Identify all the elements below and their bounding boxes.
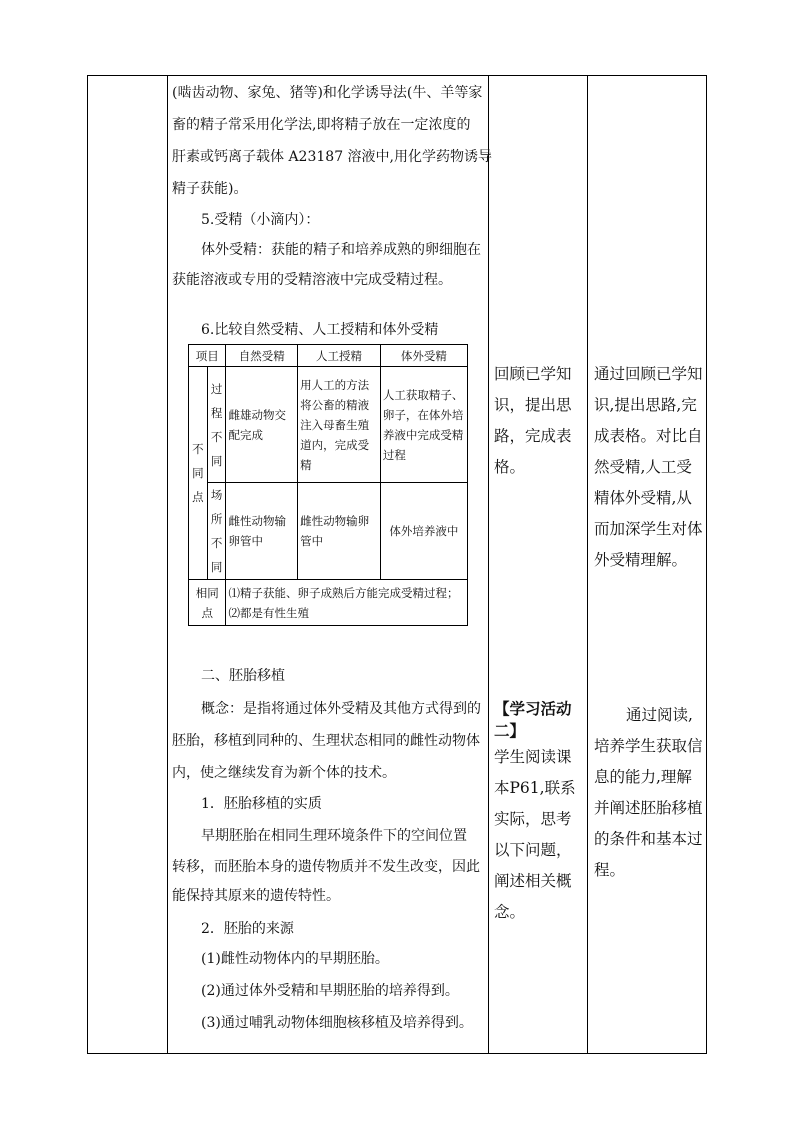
table-col-border-4 [587, 75, 588, 1054]
source-1: (1)雌性动物体内的早期胚胎。 [201, 951, 389, 967]
concept-line1: 概念：是指将通过体外受精及其他方式得到的 [201, 701, 481, 717]
step5-title: 5.受精（小滴内）： [201, 212, 320, 228]
diff-label: 不同点 [189, 367, 208, 580]
source-2: (2)通过体外受精和早期胚胎的培养得到。 [201, 983, 459, 999]
step5-body-line2: 获能溶液或专用的受精溶液中完成受精过程。 [172, 272, 452, 288]
para1-line1: (啮齿动物、家兔、猪等)和化学诱导法(牛、羊等家 [172, 85, 483, 101]
intent-reading-text: 通过阅读,培养学生获取信息的能力,理解并阐述胚胎移植的条件和基本过程。 [594, 706, 703, 879]
process-ivf: 人工获取精子、卵子，在体外培养液中完成受精过程 [380, 367, 467, 483]
sub2-title: 2．胚胎的来源 [201, 921, 294, 937]
table-col-border-2 [167, 75, 168, 1054]
para1-line2: 畜的精子常采用化学法,即将精子放在一定浓度的 [172, 117, 471, 133]
concept-line3: 内，使之继续发育为新个体的技术。 [172, 765, 396, 781]
th-artificial: 人工授精 [298, 345, 381, 367]
step6-title: 6.比较自然受精、人工授精和体外受精 [201, 322, 439, 338]
place-ivf: 体外培养液中 [380, 483, 467, 580]
place-natural: 雌性动物输卵管中 [226, 483, 298, 580]
table-col-border-1 [87, 75, 88, 1054]
th-ivf: 体外受精 [380, 345, 467, 367]
same-label: 相同点 [189, 580, 226, 626]
place-artificial: 雌性动物输卵管中 [298, 483, 381, 580]
same-value: ⑴精子获能、卵子成熟后方能完成受精过程；⑵都是有性生殖 [226, 580, 468, 626]
table-bottom-border [87, 1053, 707, 1054]
sub1-body-line1: 早期胚胎在相同生理环境条件下的空间位置 [201, 828, 467, 844]
th-item: 项目 [189, 345, 226, 367]
table-top-border [87, 75, 707, 76]
para1-line3: 肝素或钙离子载体 A23187 溶液中,用化学药物诱导 [172, 149, 492, 165]
concept-line2: 胚胎，移植到同种的、生理状态相同的雌性动物体 [172, 733, 480, 749]
table-col-border-5 [706, 75, 707, 1054]
activity2-body: 学生阅读课本P61,联系实际，思考以下问题，阐述相关概念。 [494, 748, 576, 921]
table-col-border-3 [488, 75, 489, 1054]
activity-review-text: 回顾已学知识，提出思路，完成表格。 [494, 365, 572, 476]
intent-review-text: 通过回顾已学知识,提出思路,完成表格。对比自然受精,人工受精体外受精,从而加深学生对体外受精理解。 [594, 365, 703, 569]
process-label: 过程不同 [207, 367, 226, 483]
comparison-table [188, 344, 468, 626]
th-natural: 自然受精 [226, 345, 298, 367]
process-artificial: 用人工的方法将公畜的精液注入母畜生殖道内，完成受精 [298, 367, 381, 483]
step5-body-line1: 体外受精：获能的精子和培养成熟的卵细胞在 [201, 242, 481, 258]
activity2-heading: 【学习活动二】 [494, 699, 572, 740]
sub1-body-line3: 能保持其原来的遗传特性。 [172, 888, 340, 904]
sub1-body-line2: 转移，而胚胎本身的遗传物质并不发生改变，因此 [172, 859, 480, 875]
section2-title: 二、胚胎移植 [201, 668, 285, 684]
source-3: (3)通过哺乳动物体细胞核移植及培养得到。 [201, 1015, 473, 1031]
sub1-title: 1．胚胎移植的实质 [201, 796, 322, 812]
para1-line4: 精子获能)。 [172, 181, 248, 197]
process-natural: 雌雄动物交配完成 [226, 367, 298, 483]
place-label: 场所不同 [207, 483, 226, 580]
